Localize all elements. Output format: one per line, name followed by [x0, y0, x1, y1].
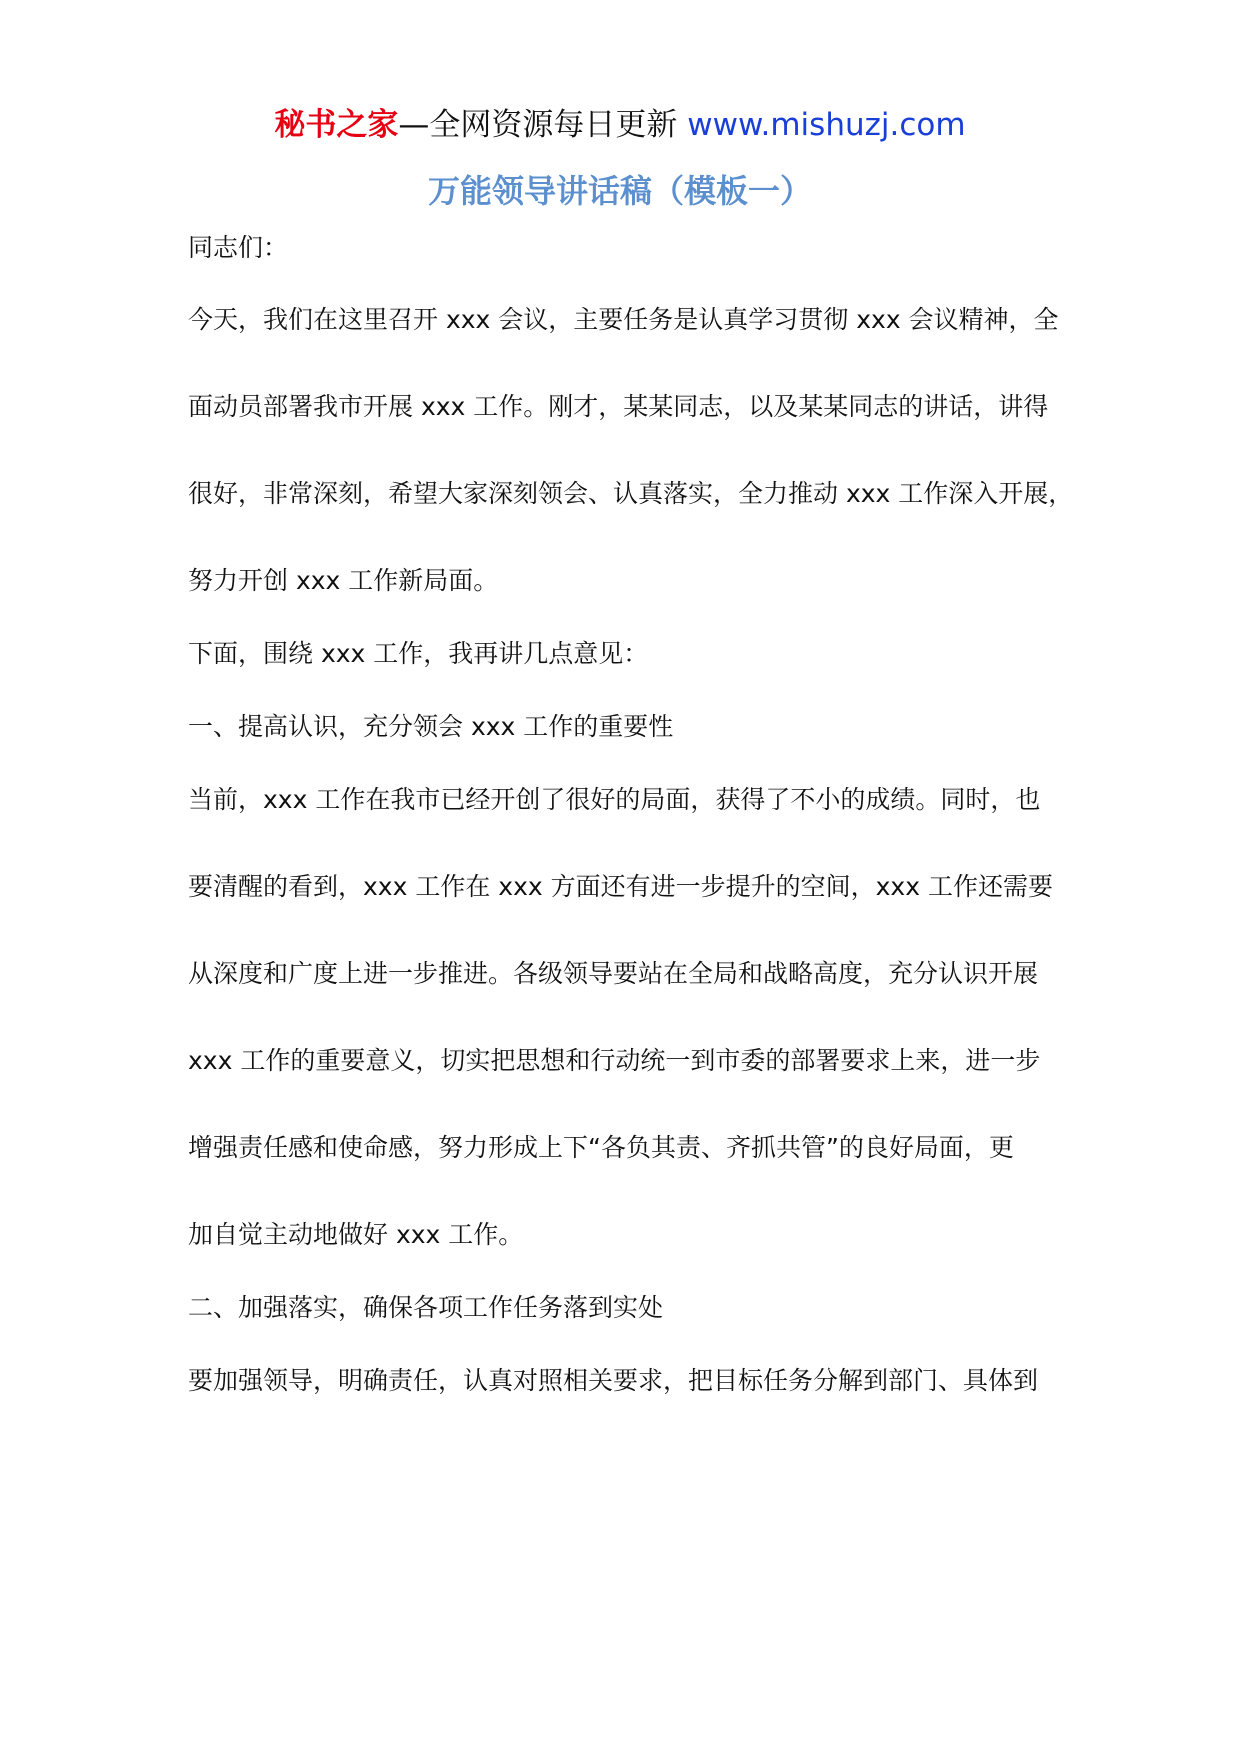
- body-line: xxx 工作的重要意义，切实把思想和行动统一到市委的部署要求上来，进一步: [188, 1046, 1041, 1075]
- body-line: 增强责任感和使命感，努力形成上下“各负其责、齐抓共管”的良好局面，更: [188, 1133, 1014, 1162]
- section-heading-1: 一、提高认识，充分领会 xxx 工作的重要性: [188, 712, 674, 741]
- body-line: 从深度和广度上进一步推进。各级领导要站在全局和战略高度，充分认识开展: [188, 959, 1039, 988]
- site-url-link[interactable]: www.mishuzj.com: [687, 107, 966, 143]
- body-line: 当前，xxx 工作在我市已经开创了很好的局面，获得了不小的成绩。同时，也: [188, 785, 1041, 814]
- body-line: 要清醒的看到，xxx 工作在 xxx 方面还有进一步提升的空间，xxx 工作还需要: [188, 872, 1053, 901]
- section-heading-2: 二、加强落实，确保各项工作任务落到实处: [188, 1293, 664, 1322]
- body-line: 加自觉主动地做好 xxx 工作。: [188, 1220, 524, 1249]
- body-line: 努力开创 xxx 工作新局面。: [188, 566, 499, 595]
- body-line: 下面，围绕 xxx 工作，我再讲几点意见：: [188, 639, 649, 668]
- header-tagline: —全网资源每日更新: [398, 107, 688, 143]
- body-line: 要加强领导，明确责任，认真对照相关要求，把目标任务分解到部门、具体到: [188, 1366, 1039, 1395]
- site-header: [0, 98, 1240, 152]
- brand-name: 秘书之家: [274, 107, 399, 143]
- body-line: 很好，非常深刻，希望大家深刻领会、认真落实，全力推动 xxx 工作深入开展，: [188, 479, 1074, 508]
- salutation: 同志们：: [188, 233, 289, 262]
- document-title: 万能领导讲话稿（模板一）: [427, 172, 812, 210]
- body-line: 今天，我们在这里召开 xxx 会议，主要任务是认真学习贯彻 xxx 会议精神，全: [188, 305, 1059, 334]
- body-line: 面动员部署我市开展 xxx 工作。刚才，某某同志，以及某某同志的讲话，讲得: [188, 392, 1049, 421]
